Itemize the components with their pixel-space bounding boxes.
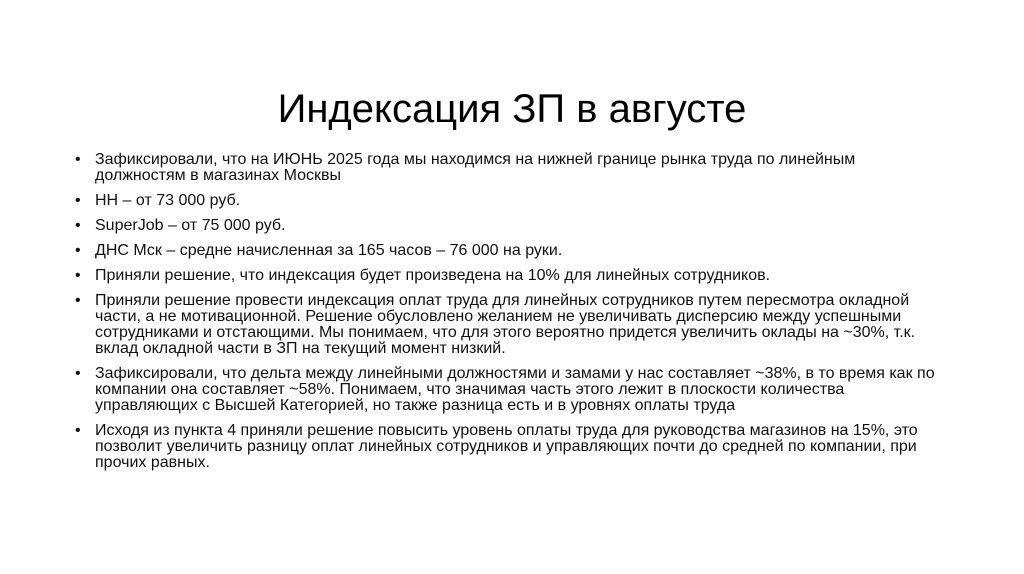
bullet-text: Зафиксировали, что дельта между линейными должностями и замами у нас составляет ~38%, в то время как по компании она составляет ~58%. Понимаем, что значимая часть этого лежит в плоскости количества управляющих с Высшей Категорией, но также разница есть и в уровнях оплаты труда <box>95 365 935 414</box>
bullet-text: ДНС Мск – средне начисленная за 165 часов – 76 000 на руки. <box>95 242 563 259</box>
bullet-marker: • <box>75 192 81 209</box>
slide-title: Индексация ЗП в августе <box>277 86 747 131</box>
bullet-marker: • <box>75 292 81 309</box>
bullet-text: Приняли решение, что индексация будет произведена на 10% для линейных сотрудников. <box>95 267 771 284</box>
bullet-marker: • <box>75 267 81 284</box>
bullet-marker: • <box>75 217 81 234</box>
bullet-list <box>73 152 943 480</box>
bullet-item <box>73 152 943 184</box>
bullet-item <box>73 218 943 234</box>
bullet-item <box>73 293 943 357</box>
bullet-marker: • <box>75 242 81 259</box>
bullet-text: Исходя из пункта 4 приняли решение повысить уровень оплаты труда для руководства магазинов на 15%, это позволит увеличить разницу оплат линейных сотрудников и управляющих почти до средней по компании, при прочих равных. <box>95 422 918 471</box>
bullet-item <box>73 366 943 414</box>
bullet-text: НН – от 73 000 руб. <box>95 192 241 209</box>
bullet-marker: • <box>75 422 81 439</box>
bullet-marker: • <box>75 365 81 382</box>
bullet-text: SuperJob – от 75 000 руб. <box>95 217 286 234</box>
bullet-item <box>73 193 943 209</box>
bullet-item <box>73 423 943 471</box>
bullet-marker: • <box>75 151 81 168</box>
bullet-item <box>73 268 943 284</box>
bullet-item <box>73 243 943 259</box>
bullet-text: Приняли решение провести индексация оплат труда для линейных сотрудников путем пересмотра окладной части, а не мотивационной. Решение обусловлено желанием не увеличивать дисперсию между успешными сотрудниками и отстающими. Мы понимаем, что для этого вероятно придется увеличить оклады на ~30%, т.к. вклад окладной части в ЗП на текущий момент низкий. <box>95 292 916 357</box>
bullet-text: Зафиксировали, что на ИЮНЬ 2025 года мы находимся на нижней границе рынка труда по линейным должностям в магазинах Москвы <box>95 151 856 184</box>
